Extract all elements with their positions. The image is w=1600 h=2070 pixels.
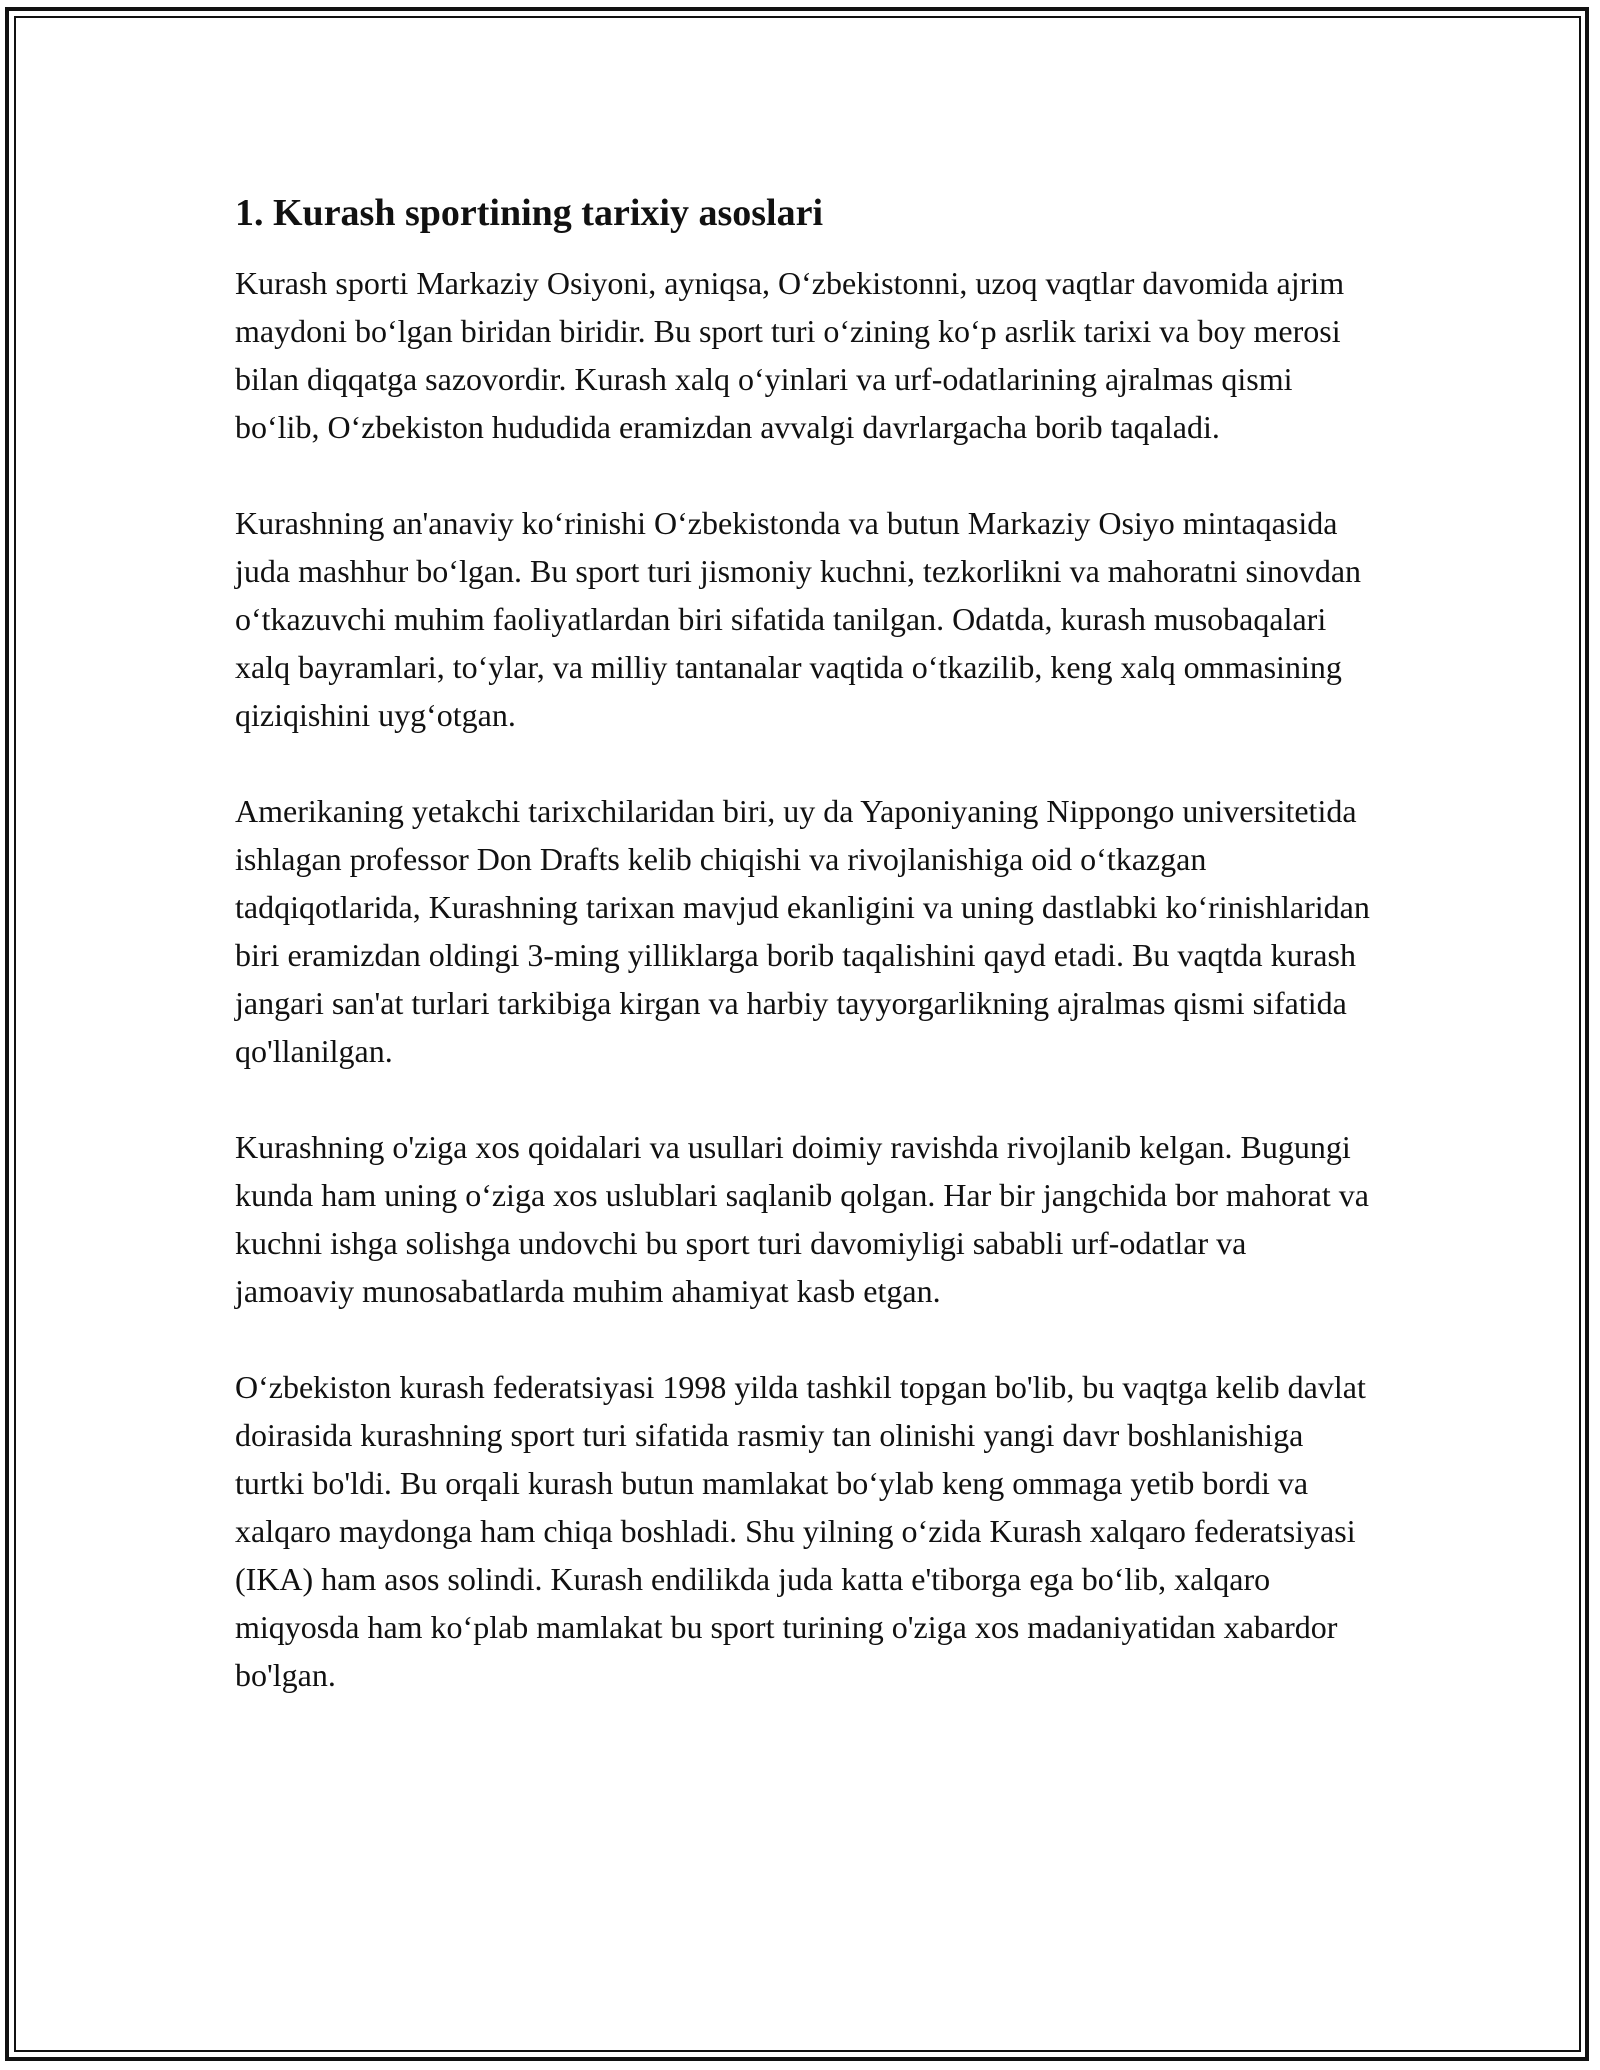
- paragraph-2: Kurashning an'anaviy ko‘rinishi O‘zbekistonda va butun Markaziy Osiyo mintaqasida juda mashhur bo‘lgan. Bu sport turi jismoniy kuchni, tezkorlikni va mahoratni sinovdan o‘tkazuvchi muhim faoliyatlardan biri sifatida tanilgan. Odatda, kurash musobaqalari xalq bayramlari, to‘ylar, va milliy tantanalar vaqtida o‘tkazilib, keng xalq ommasining qiziqishini uyg‘otgan.: [235, 505, 1362, 733]
- paragraph-3: Amerikaning yetakchi tarixchilaridan biri, uy da Yaponiyaning Nippongo universitetida ishlagan professor Don Drafts kelib chiqishi va rivojlanishiga oid o‘tkazgan tadqiqotlarida, Kurashning tarixan mavjud ekanligini va uning dastlabki ko‘rinishlaridan biri eramizdan oldingi 3-ming yilliklarga borib taqalishini qayd etadi. Bu vaqtda kurash jangari san'at turlari tarkibiga kirgan va harbiy tayyorgarlikning ajralmas qismi sifatida qo'llanilgan.: [235, 793, 1370, 1069]
- section-heading: 1. Kurash sportining tarixiy asoslari: [235, 192, 823, 234]
- paragraph-5: O‘zbekiston kurash federatsiyasi 1998 yilda tashkil topgan bo'lib, bu vaqtga kelib davlat doirasida kurashning sport turi sifatida rasmiy tan olinishi yangi davr boshlanishiga turtki bo'ldi. Bu orqali kurash butun mamlakat bo‘ylab keng ommaga yetib bordi va xalqaro maydonga ham chiqa boshladi. Shu yilning o‘zida Kurash xalqaro federatsiyasi (IKA) ham asos solindi. Kurash endilikda juda katta e'tiborga ega bo‘lib, xalqaro miqyosda ham ko‘plab mamlakat bu sport turining o'ziga xos madaniyatidan xabardor bo'lgan.: [235, 1369, 1366, 1693]
- document-body: [235, 188, 1370, 1747]
- paragraph-1: Kurash sporti Markaziy Osiyoni, ayniqsa, O‘zbekistonni, uzoq vaqtlar davomida ajrim maydoni bo‘lgan biridan biridir. Bu sport turi o‘zining ko‘p asrlik tarixi va boy merosi bilan diqqatga sazovordir. Kurash xalq o‘yinlari va urf-odatlarining ajralmas qismi bo‘lib, O‘zbekiston hududida eramizdan avvalgi davrlargacha borib taqaladi.: [235, 265, 1345, 445]
- paragraph-4: Kurashning o'ziga xos qoidalari va usullari doimiy ravishda rivojlanib kelgan. Bugungi kunda ham uning o‘ziga xos uslublari saqlanib qolgan. Har bir jangchida bor mahorat va kuchni ishga solishga undovchi bu sport turi davomiyligi sababli urf-odatlar va jamoaviy munosabatlarda muhim ahamiyat kasb etgan.: [235, 1129, 1369, 1309]
